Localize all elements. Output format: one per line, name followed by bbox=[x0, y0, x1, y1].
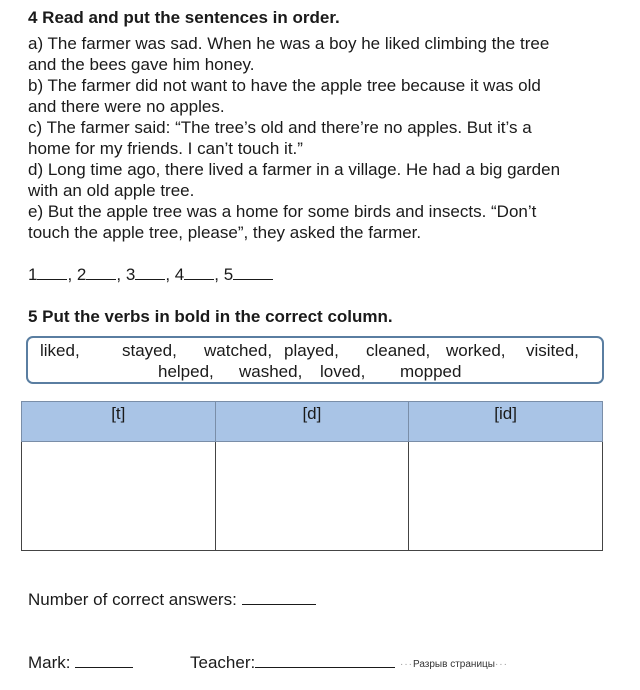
verb-word: visited, bbox=[526, 341, 579, 360]
mark-label: Mark: bbox=[28, 653, 71, 672]
task4-line-a1: a) The farmer was sad. When he was a boy he liked climbing the tree bbox=[28, 34, 550, 53]
column-header-id: [id] bbox=[409, 402, 603, 442]
correct-answers-blank[interactable] bbox=[242, 590, 316, 605]
verb-word: watched, bbox=[204, 341, 273, 360]
task4-line-b2: and there were no apples. bbox=[28, 97, 225, 116]
task4-line-d1: d) Long time ago, there lived a farmer in a village. He had a big garden bbox=[28, 160, 561, 179]
teacher-blank[interactable] bbox=[255, 653, 395, 668]
task4-line-a2: and the bees gave him honey. bbox=[28, 55, 255, 74]
verb-word: helped, bbox=[158, 362, 214, 381]
verb-word-box bbox=[26, 336, 604, 384]
correct-answers-line bbox=[28, 590, 316, 610]
answer-number-2: 2 bbox=[76, 265, 87, 284]
task4-line-c1: c) The farmer said: “The tree’s old and there’re no apples. But it’s a bbox=[28, 118, 532, 137]
task4-heading: 4 Read and put the sentences in order. bbox=[28, 8, 340, 27]
teacher-label: Teacher: bbox=[190, 653, 256, 672]
mark-line bbox=[28, 653, 133, 673]
column-cell-d[interactable] bbox=[215, 442, 409, 551]
column-cell-id[interactable] bbox=[409, 442, 603, 551]
task4-line-d2: with an old apple tree. bbox=[28, 181, 195, 200]
answer-blank-4[interactable] bbox=[184, 265, 214, 280]
teacher-line bbox=[190, 653, 395, 673]
verb-word: washed, bbox=[239, 362, 303, 381]
verb-word: worked, bbox=[446, 341, 506, 360]
verb-word: mopped bbox=[400, 362, 462, 381]
answer-blank-1[interactable] bbox=[37, 265, 67, 280]
mark-blank[interactable] bbox=[75, 653, 133, 668]
answer-blank-5[interactable] bbox=[233, 265, 273, 280]
task4-line-e2: touch the apple tree, please”, they asked the farmer. bbox=[28, 223, 422, 242]
verb-word: played, bbox=[284, 341, 339, 360]
page-break-dots-right: ··· bbox=[494, 659, 508, 670]
correct-answers-label: Number of correct answers: bbox=[28, 590, 237, 609]
answer-blank-3[interactable] bbox=[135, 265, 165, 280]
answer-number-3: 3 bbox=[125, 265, 136, 284]
task4-line-c2: home for my friends. I can’t touch it.” bbox=[28, 139, 303, 158]
page-break-marker bbox=[400, 659, 508, 670]
column-cell-t[interactable] bbox=[22, 442, 216, 551]
page-break-dots-left: ··· bbox=[400, 659, 413, 670]
column-header-t: [t] bbox=[22, 402, 216, 442]
task4-line-e1: e) But the apple tree was a home for some birds and insects. “Don’t bbox=[28, 202, 537, 221]
answer-number-5: 5 bbox=[223, 265, 234, 284]
task5-heading: 5 Put the verbs in bold in the correct column. bbox=[28, 307, 393, 326]
table-header-row bbox=[22, 402, 603, 442]
page-break-label: Разрыв страницы bbox=[413, 659, 495, 670]
verb-word: cleaned, bbox=[366, 341, 431, 360]
task4-answer-line: 1 , 2 , 3 , 4 , 5 bbox=[28, 265, 273, 285]
verb-sorting-table bbox=[21, 401, 603, 551]
column-header-d: [d] bbox=[215, 402, 409, 442]
verb-word: liked, bbox=[40, 341, 80, 360]
answer-number-1: 1 bbox=[28, 265, 38, 284]
answer-blank-2[interactable] bbox=[86, 265, 116, 280]
verb-word: loved, bbox=[320, 362, 366, 381]
answer-number-4: 4 bbox=[174, 265, 185, 284]
task4-line-b1: b) The farmer did not want to have the apple tree because it was old bbox=[28, 76, 541, 95]
verb-word: stayed, bbox=[122, 341, 177, 360]
table-row bbox=[22, 442, 603, 551]
